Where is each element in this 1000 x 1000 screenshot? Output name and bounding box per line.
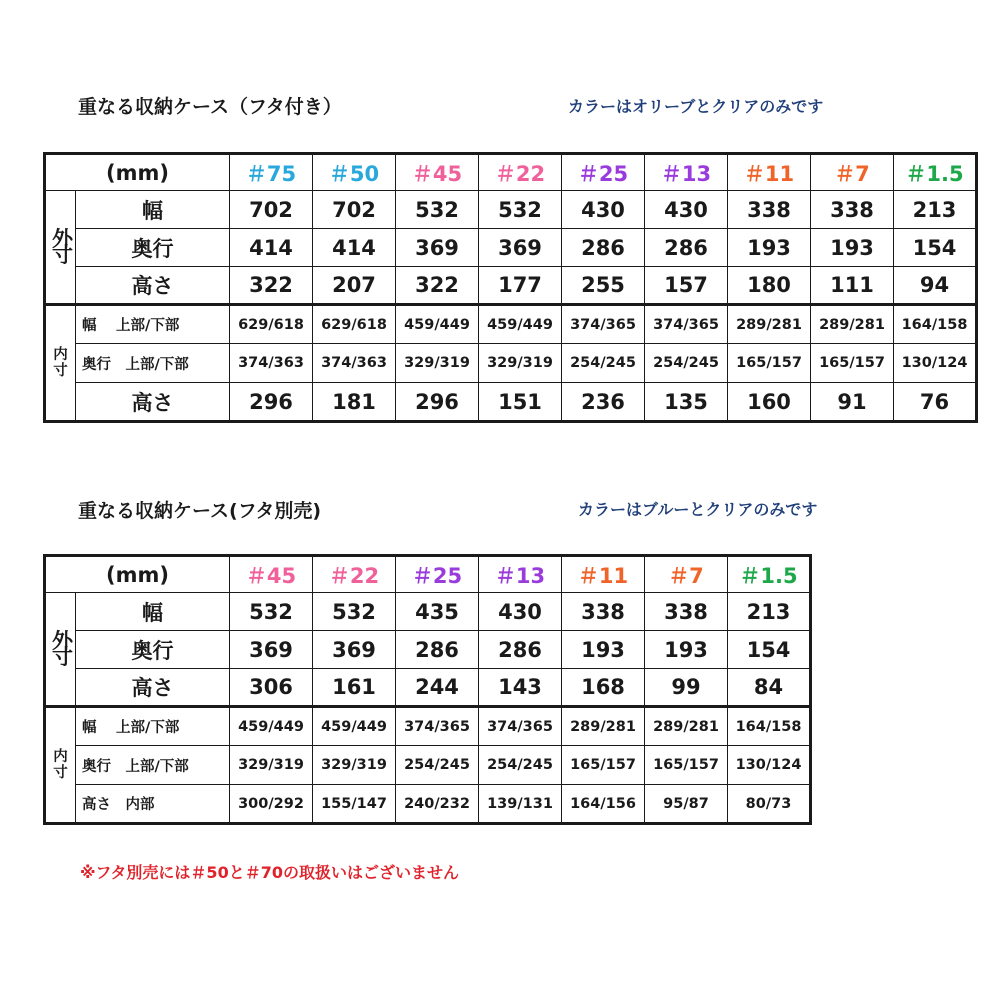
table-cell: 289/281 xyxy=(562,707,645,746)
table-cell: 177 xyxy=(479,267,562,305)
table-cell: 207 xyxy=(313,267,396,305)
table-cell: 164/158 xyxy=(728,707,811,746)
table-cell: 139/131 xyxy=(479,785,562,824)
table-cell: 165/157 xyxy=(645,746,728,785)
table-cell: 76 xyxy=(894,383,977,422)
table-cell: 99 xyxy=(645,669,728,707)
table-cell: 286 xyxy=(645,229,728,267)
table-cell: 430 xyxy=(562,191,645,229)
table-cell: 180 xyxy=(728,267,811,305)
row-label: 幅 xyxy=(76,191,230,229)
table-cell: 329/319 xyxy=(313,746,396,785)
table-cell: 154 xyxy=(728,631,811,669)
table-cell: 459/449 xyxy=(396,305,479,344)
inner-dimension-row xyxy=(45,785,811,824)
size-column-header: ＃13 xyxy=(645,154,728,191)
table-cell: 165/157 xyxy=(728,344,811,383)
inner-dimension-row xyxy=(45,707,811,746)
table-cell: 435 xyxy=(396,593,479,631)
table-cell: 629/618 xyxy=(313,305,396,344)
outer-dimension-row xyxy=(45,267,977,305)
table-cell: 374/365 xyxy=(396,707,479,746)
inner-dimension-row xyxy=(45,305,977,344)
table-cell: 135 xyxy=(645,383,728,422)
table-cell: 130/124 xyxy=(728,746,811,785)
table-cell: 165/157 xyxy=(811,344,894,383)
table-cell: 338 xyxy=(645,593,728,631)
table-cell: 338 xyxy=(728,191,811,229)
row-label: 幅 上部/下部 xyxy=(76,707,230,746)
table-cell: 164/156 xyxy=(562,785,645,824)
table-cell: 338 xyxy=(811,191,894,229)
table-cell: 414 xyxy=(230,229,313,267)
table-cell: 254/245 xyxy=(479,746,562,785)
table-cell: 369 xyxy=(396,229,479,267)
table-cell: 286 xyxy=(396,631,479,669)
table-cell: 84 xyxy=(728,669,811,707)
row-label: 高さ xyxy=(76,383,230,422)
size-column-header: ＃22 xyxy=(313,556,396,593)
table-cell: 161 xyxy=(313,669,396,707)
table-cell: 702 xyxy=(230,191,313,229)
table-cell: 244 xyxy=(396,669,479,707)
table-cell: 286 xyxy=(479,631,562,669)
inner-group-label: 内寸 xyxy=(45,707,76,824)
table-cell: 94 xyxy=(894,267,977,305)
row-label: 奥行 xyxy=(76,631,230,669)
size-column-header: ＃13 xyxy=(479,556,562,593)
table-cell: 430 xyxy=(479,593,562,631)
table-cell: 296 xyxy=(396,383,479,422)
table-cell: 532 xyxy=(313,593,396,631)
header-row xyxy=(45,556,811,593)
outer-dimension-row xyxy=(45,631,811,669)
table-cell: 193 xyxy=(811,229,894,267)
table-cell: 111 xyxy=(811,267,894,305)
row-label: 幅 上部/下部 xyxy=(76,305,230,344)
table-cell: 459/449 xyxy=(479,305,562,344)
size-column-header: ＃75 xyxy=(230,154,313,191)
table-cell: 289/281 xyxy=(811,305,894,344)
footnote: ※フタ別売には＃50と＃70の取扱いはございません xyxy=(80,863,459,882)
table-cell: 329/319 xyxy=(396,344,479,383)
section1-color-note: カラーはオリーブとクリアのみです xyxy=(568,97,824,116)
table-cell: 702 xyxy=(313,191,396,229)
unit-label: (mm) xyxy=(45,556,230,593)
table-cell: 414 xyxy=(313,229,396,267)
table-cell: 254/245 xyxy=(562,344,645,383)
table-cell: 254/245 xyxy=(645,344,728,383)
table-cell: 130/124 xyxy=(894,344,977,383)
table-cell: 240/232 xyxy=(396,785,479,824)
outer-dimension-row xyxy=(45,593,811,631)
section1-size-table xyxy=(43,152,978,423)
table-cell: 459/449 xyxy=(230,707,313,746)
table-cell: 369 xyxy=(313,631,396,669)
outer-dimension-row xyxy=(45,229,977,267)
row-label: 高さ 内部 xyxy=(76,785,230,824)
row-label: 奥行 xyxy=(76,229,230,267)
outer-group-label: 外寸 xyxy=(45,191,76,305)
section2-title: 重なる収納ケース(フタ別売) xyxy=(78,500,322,522)
table-cell: 289/281 xyxy=(728,305,811,344)
table-cell: 374/365 xyxy=(562,305,645,344)
size-column-header: ＃1.5 xyxy=(728,556,811,593)
inner-group-label: 内寸 xyxy=(45,305,76,422)
table-cell: 629/618 xyxy=(230,305,313,344)
section1-title: 重なる収納ケース（フタ付き） xyxy=(78,96,342,118)
table-cell: 369 xyxy=(479,229,562,267)
inner-dimension-row xyxy=(45,383,977,422)
size-column-header: ＃1.5 xyxy=(894,154,977,191)
table-cell: 306 xyxy=(230,669,313,707)
table-cell: 300/292 xyxy=(230,785,313,824)
table-cell: 255 xyxy=(562,267,645,305)
table-cell: 369 xyxy=(230,631,313,669)
table-cell: 322 xyxy=(230,267,313,305)
outer-group-label: 外寸 xyxy=(45,593,76,707)
row-label: 幅 xyxy=(76,593,230,631)
table-cell: 193 xyxy=(562,631,645,669)
table-cell: 80/73 xyxy=(728,785,811,824)
row-label: 奥行 上部/下部 xyxy=(76,344,230,383)
size-column-header: ＃25 xyxy=(396,556,479,593)
table-cell: 254/245 xyxy=(396,746,479,785)
table-cell: 168 xyxy=(562,669,645,707)
table-cell: 154 xyxy=(894,229,977,267)
size-column-header: ＃7 xyxy=(645,556,728,593)
size-column-header: ＃45 xyxy=(396,154,479,191)
row-label: 奥行 上部/下部 xyxy=(76,746,230,785)
header-row xyxy=(45,154,977,191)
table-cell: 95/87 xyxy=(645,785,728,824)
inner-dimension-row xyxy=(45,746,811,785)
table-cell: 329/319 xyxy=(479,344,562,383)
table-cell: 286 xyxy=(562,229,645,267)
table-cell: 143 xyxy=(479,669,562,707)
section2-size-table xyxy=(43,554,812,825)
table-cell: 532 xyxy=(230,593,313,631)
table-cell: 181 xyxy=(313,383,396,422)
table-cell: 374/363 xyxy=(313,344,396,383)
size-column-header: ＃45 xyxy=(230,556,313,593)
table-cell: 193 xyxy=(645,631,728,669)
size-column-header: ＃25 xyxy=(562,154,645,191)
outer-dimension-row xyxy=(45,669,811,707)
size-column-header: ＃11 xyxy=(728,154,811,191)
table-cell: 165/157 xyxy=(562,746,645,785)
table-cell: 289/281 xyxy=(645,707,728,746)
table-cell: 322 xyxy=(396,267,479,305)
outer-dimension-row xyxy=(45,191,977,229)
size-column-header: ＃50 xyxy=(313,154,396,191)
row-label: 高さ xyxy=(76,669,230,707)
table-cell: 91 xyxy=(811,383,894,422)
table-cell: 193 xyxy=(728,229,811,267)
table-cell: 157 xyxy=(645,267,728,305)
table-cell: 155/147 xyxy=(313,785,396,824)
table-cell: 151 xyxy=(479,383,562,422)
table-cell: 213 xyxy=(894,191,977,229)
table-cell: 236 xyxy=(562,383,645,422)
table-cell: 374/365 xyxy=(479,707,562,746)
section2-color-note: カラーはブルーとクリアのみです xyxy=(578,500,818,519)
size-column-header: ＃7 xyxy=(811,154,894,191)
table-cell: 459/449 xyxy=(313,707,396,746)
table-cell: 374/363 xyxy=(230,344,313,383)
table-cell: 532 xyxy=(396,191,479,229)
table-cell: 430 xyxy=(645,191,728,229)
table-cell: 213 xyxy=(728,593,811,631)
table-cell: 338 xyxy=(562,593,645,631)
table-cell: 329/319 xyxy=(230,746,313,785)
table-cell: 532 xyxy=(479,191,562,229)
table-cell: 374/365 xyxy=(645,305,728,344)
size-column-header: ＃11 xyxy=(562,556,645,593)
table-cell: 160 xyxy=(728,383,811,422)
table-cell: 164/158 xyxy=(894,305,977,344)
table-cell: 296 xyxy=(230,383,313,422)
row-label: 高さ xyxy=(76,267,230,305)
size-column-header: ＃22 xyxy=(479,154,562,191)
inner-dimension-row xyxy=(45,344,977,383)
unit-label: (mm) xyxy=(45,154,230,191)
